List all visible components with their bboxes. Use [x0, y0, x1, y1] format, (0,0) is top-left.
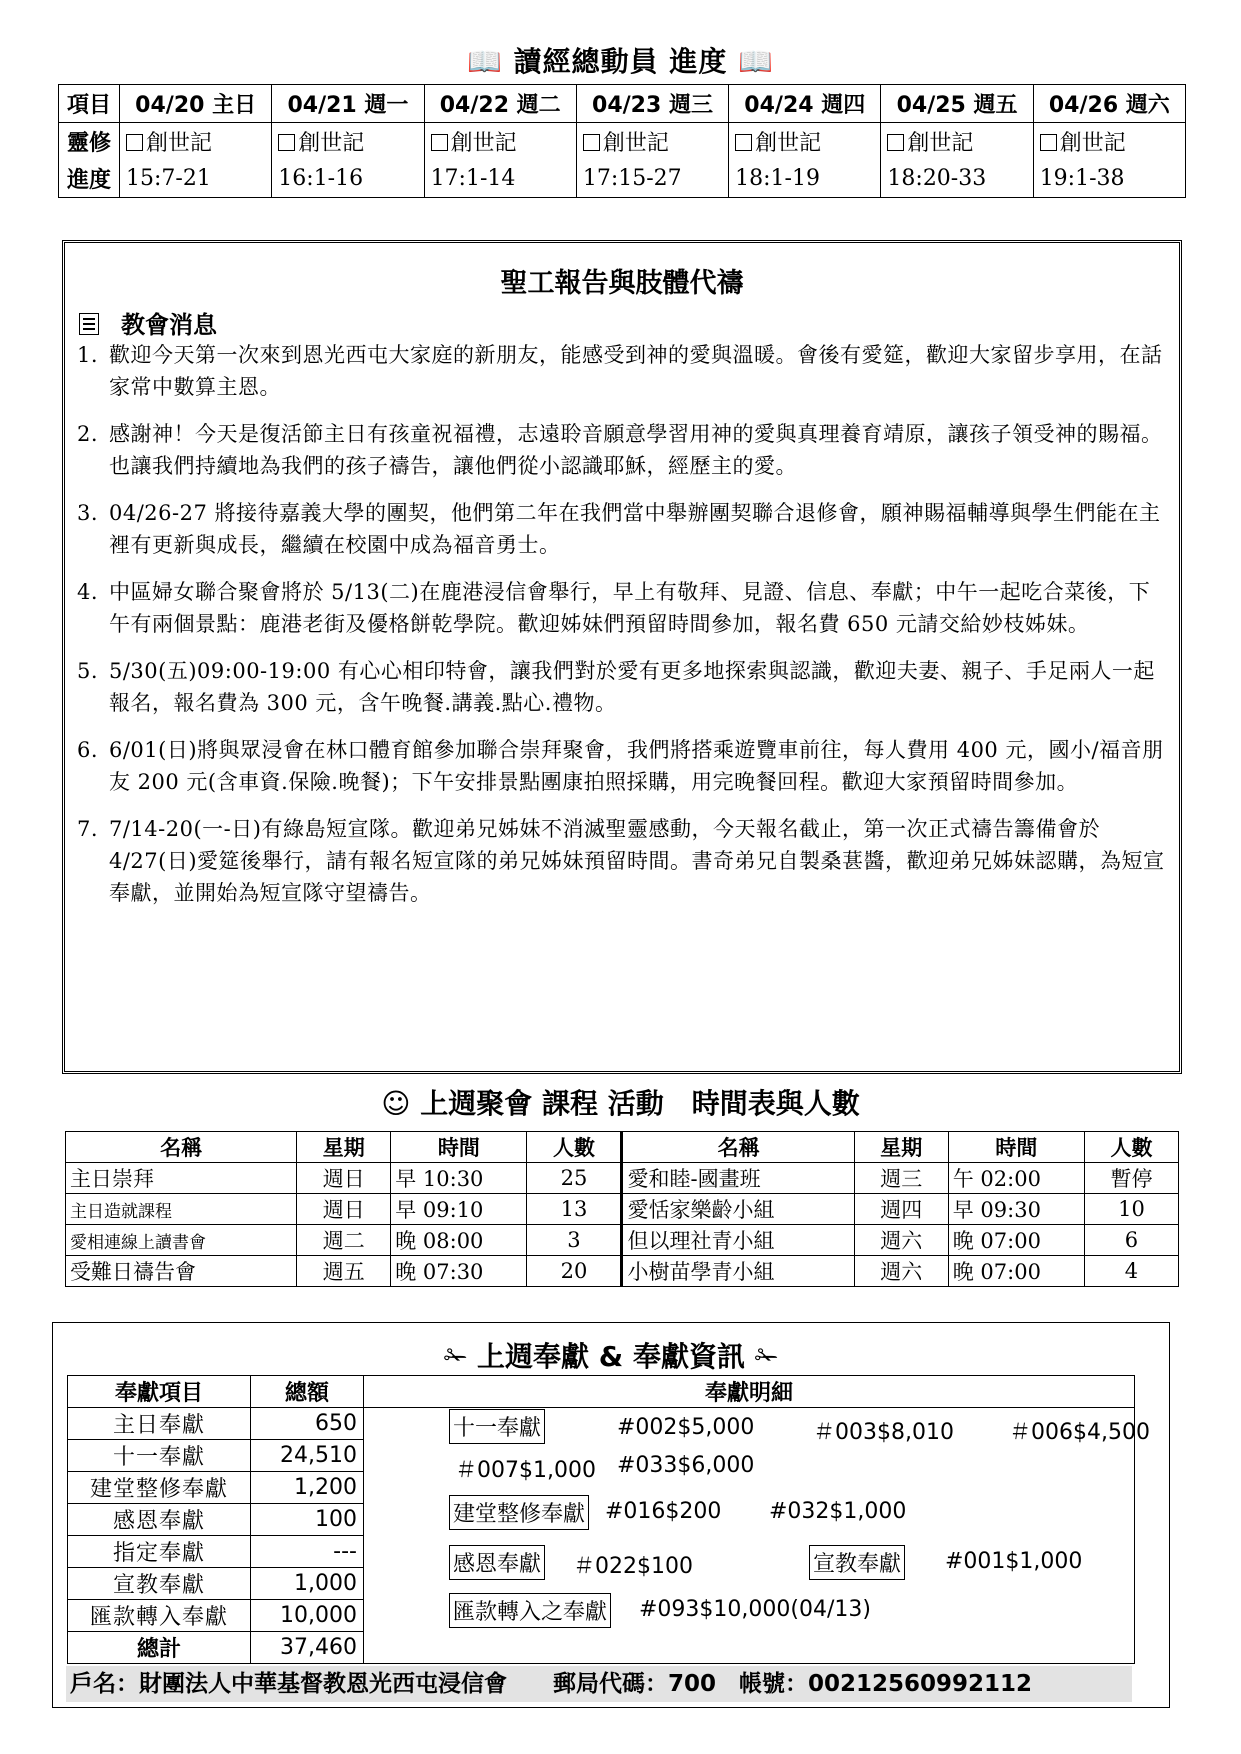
schedule-table [65, 1131, 1179, 1287]
plan-header-row [59, 85, 1186, 123]
plan-book-row [59, 123, 1186, 161]
notes-icon [79, 313, 99, 335]
plan-verse-cell: 18:1-19 [729, 160, 881, 198]
total-row: 總計 37,460 [68, 1632, 1135, 1664]
reading-checkbox[interactable] [735, 134, 752, 151]
plan-verse-cell: 17:1-14 [424, 160, 576, 198]
list-item: 7. 7/14-20(一-日)有綠島短宣隊。歡迎弟兄姊妹不消滅聖靈感動，今天報名截止，第一次正式禱告籌備會於 4/27(日)愛筵後舉行，請有報名短宣隊的弟兄姊妹預留時間。書奇弟兄自製桑葚醬，歡迎弟兄姊妹認購，為短宣奉獻，並開始為短宣隊守望禱告。 [77, 817, 1165, 905]
table-row: 宣教奉獻 1,000 [68, 1568, 1135, 1600]
plan-title: 📖 讀經總動員 進度 📖 [467, 45, 774, 78]
col-header: 總額 [251, 1376, 364, 1408]
scissors-icon: ✁ [443, 1340, 468, 1373]
building-detail: 建堂整修奉獻 [449, 1495, 589, 1530]
reading-checkbox[interactable] [887, 134, 904, 151]
account-footer: 戶名：財團法人中華基督教恩光西屯浸信會 郵局代碼：700 帳號：00212560992112 [66, 1666, 1132, 1702]
plan-date: 04/24 週四 [729, 85, 881, 123]
reading-checkbox[interactable] [1040, 134, 1057, 151]
plan-book-cell: 創世記 [424, 123, 576, 161]
plan-verse-cell: 18:20-33 [881, 160, 1033, 198]
table-row: 主日奉獻 650 [68, 1408, 1135, 1440]
plan-verse-cell: 19:1-38 [1033, 160, 1185, 198]
plan-header-label: 項目 [59, 85, 120, 123]
offering-box [52, 1322, 1170, 1708]
offering-title: ✁ 上週奉獻 & 奉獻資訊 ✁ [443, 1340, 779, 1373]
plan-date: 04/26 週六 [1033, 85, 1185, 123]
table-row: 指定奉獻 --- [68, 1536, 1135, 1568]
table-row: 感恩奉獻 100 [68, 1504, 1135, 1536]
col-header: 名稱 [622, 1132, 854, 1163]
col-header: 人數 [1084, 1132, 1178, 1163]
col-header: 星期 [297, 1132, 391, 1163]
plan-date: 04/21 週一 [272, 85, 424, 123]
plan-row2-label: 進度 [59, 160, 120, 198]
schedule-header-row [66, 1132, 1179, 1163]
scissors-icon: ✁ [754, 1340, 779, 1373]
plan-row1-label: 靈修 [59, 123, 120, 161]
col-header: 時間 [948, 1132, 1084, 1163]
plan-date: 04/22 週二 [424, 85, 576, 123]
mission-detail: 宣教奉獻 [809, 1545, 905, 1580]
announcements-heading: 教會消息 [79, 305, 217, 340]
table-row: 十一奉獻 24,510 [68, 1440, 1135, 1472]
announcements-title: 聖工報告與肢體代禱 [500, 268, 744, 299]
reading-checkbox[interactable] [583, 134, 600, 151]
list-item: 3. 04/26-27 將接待嘉義大學的團契，他們第二年在我們當中舉辦團契聯合退修會，願神賜福輔導與學生們能在主裡有更新與成長，繼續在校園中成為福音勇士。 [77, 501, 1161, 557]
plan-verse-cell: 17:15-27 [576, 160, 728, 198]
book-icon: 📖 [738, 45, 774, 78]
reading-checkbox[interactable] [431, 134, 448, 151]
transfer-detail: 匯款轉入之奉獻 [449, 1593, 611, 1628]
col-header: 人數 [527, 1132, 622, 1163]
table-row: 愛相連線上讀書會 週二 晚 08:00 3 但以理社青小組 週六 晚 07:00 6 [66, 1225, 1179, 1256]
plan-verse-row [59, 160, 1186, 198]
book-icon: 📖 [467, 45, 503, 78]
table-row: 主日崇拜 週日 早 10:30 25 愛和睦-國畫班 週三 午 02:00 暫停 [66, 1163, 1179, 1194]
plan-book-cell: 創世記 [120, 123, 272, 161]
announcements-box [62, 240, 1182, 1074]
thanks-detail: 感恩奉獻 [449, 1545, 545, 1580]
table-row: 主日造就課程 週日 早 09:10 13 愛恬家樂齡小組 週四 早 09:30 10 [66, 1194, 1179, 1225]
list-item: 5. 5/30(五)09:00-19:00 有心心相印特會，讓我們對於愛有更多地探索與認識，歡迎夫妻、親子、手足兩人一起報名，報名費為 300 元，含午晚餐.講義.點心.禮物。 [77, 659, 1155, 715]
plan-book-cell: 創世記 [1033, 123, 1185, 161]
col-header: 星期 [854, 1132, 948, 1163]
plan-verse-cell: 16:1-16 [272, 160, 424, 198]
col-header: 名稱 [66, 1132, 297, 1163]
reading-checkbox[interactable] [126, 134, 143, 151]
col-header: 奉獻項目 [68, 1376, 251, 1408]
plan-verse-cell: 15:7-21 [120, 160, 272, 198]
table-row: 匯款轉入奉獻 10,000 [68, 1600, 1135, 1632]
tithe-detail: 十一奉獻 [449, 1409, 545, 1444]
table-row: 建堂整修奉獻 1,200 [68, 1472, 1135, 1504]
offering-detail: 十一奉獻 #002$5,000 ＃003$8,010 ＃006$4,500 ＃007$1,000 #033$6,000 建堂整修奉獻 #016$200 #032$1,000 感恩奉獻 ＃022$100 宣教奉獻 #001$1,000 匯款轉入之奉獻 #093$10,000(04/13) [449, 1409, 1139, 1679]
plan-book-cell: 創世記 [729, 123, 881, 161]
offering-header-row [68, 1376, 1135, 1408]
plan-book-cell: 創世記 [881, 123, 1033, 161]
reading-plan-table [58, 84, 1186, 198]
plan-date: 04/25 週五 [881, 85, 1033, 123]
col-header: 時間 [391, 1132, 527, 1163]
col-header: 奉獻明細 [364, 1376, 1135, 1408]
plan-book-cell: 創世記 [272, 123, 424, 161]
list-item: 1. 歡迎今天第一次來到恩光西屯大家庭的新朋友，能感受到神的愛與溫暖。會後有愛筵，歡迎大家留步享用，在話家常中數算主恩。 [77, 343, 1163, 399]
list-item: 4. 中區婦女聯合聚會將於 5/13(二)在鹿港浸信會舉行，早上有敬拜、見證、信息、奉獻；中午一起吃合菜後，下午有兩個景點：鹿港老街及優格餅乾學院。歡迎姊妹們預留時間參加，報名費 650 元請交給妙枝姊妹。 [77, 580, 1151, 636]
list-item: 2. 感謝神！今天是復活節主日有孩童祝福禮，志遠聆音願意學習用神的愛與真理養育靖原，讓孩子領受神的賜福。也讓我們持續地為我們的孩子禱告，讓他們從小認識耶穌，經歷主的愛。 [77, 422, 1163, 478]
list-item: 6. 6/01(日)將與眾浸會在林口體育館參加聯合崇拜聚會，我們將搭乘遊覽車前往，每人費用 400 元，國小/福音朋友 200 元(含車資.保險.晚餐)；下午安排景點團康拍照採購，用完晚餐回程。歡迎大家預留時間參加。 [77, 738, 1164, 794]
plan-date: 04/23 週三 [576, 85, 728, 123]
reading-checkbox[interactable] [278, 134, 295, 151]
plan-book-cell: 創世記 [576, 123, 728, 161]
smiley-icon: ☺ [381, 1087, 411, 1120]
table-row: 受難日禱告會 週五 晚 07:30 20 小樹苗學青小組 週六 晚 07:00 4 [66, 1256, 1179, 1287]
announcements-list [77, 339, 1167, 924]
schedule-title: ☺ 上週聚會 課程 活動 時間表與人數 [381, 1087, 860, 1120]
plan-date: 04/20 主日 [120, 85, 272, 123]
